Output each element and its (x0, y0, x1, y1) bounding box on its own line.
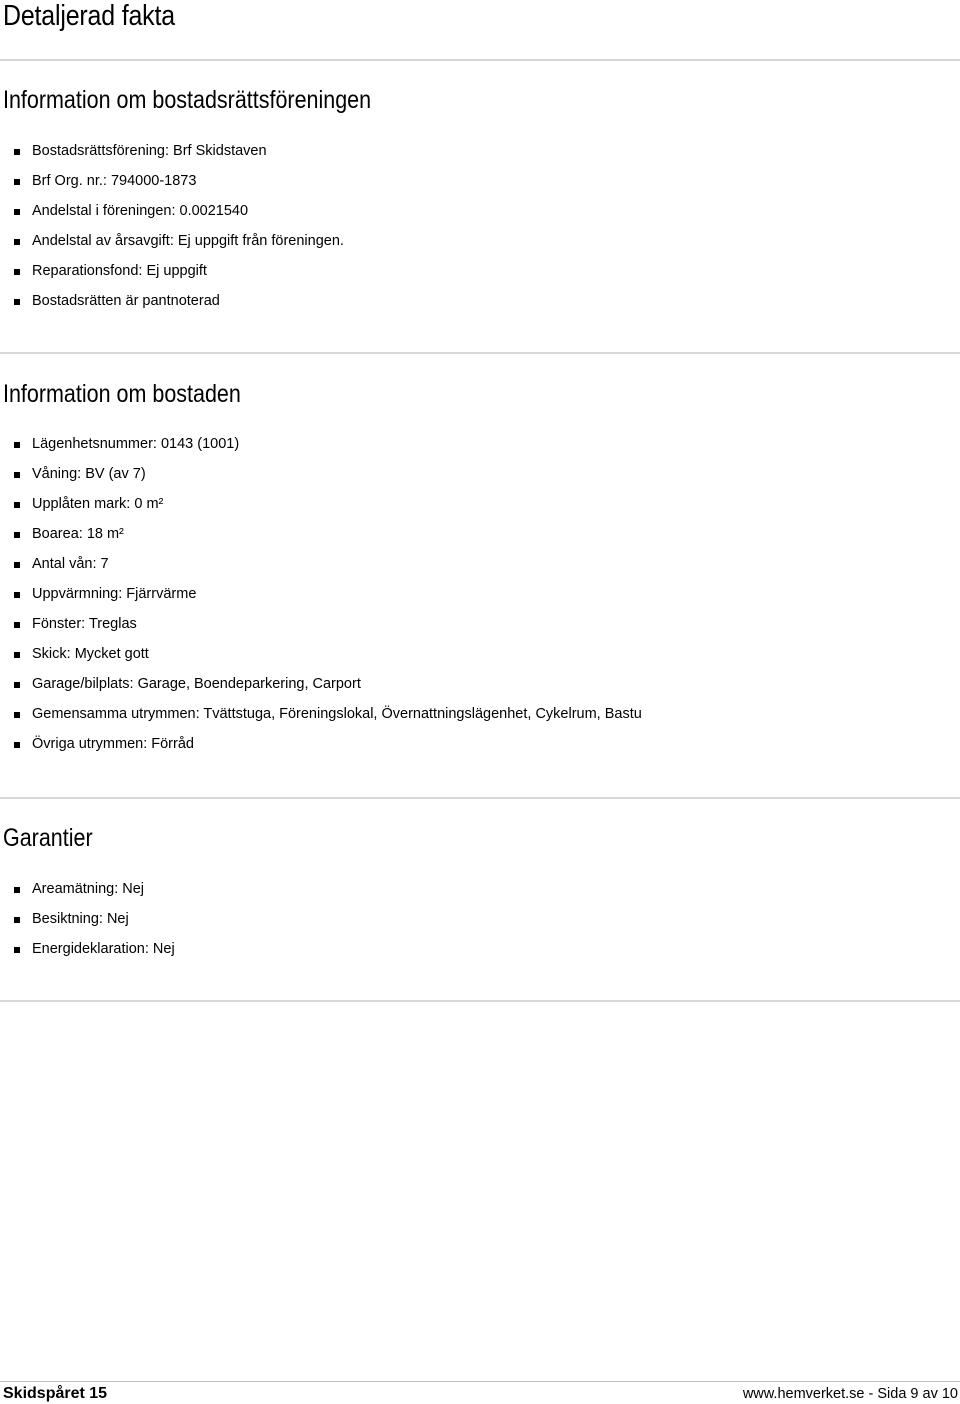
page-title: Detaljerad fakta (3, 0, 175, 32)
section-heading-guarantees: Garantier (3, 824, 93, 852)
bullet-icon (14, 917, 20, 923)
bullet-icon (14, 472, 20, 478)
bullet-icon (14, 562, 20, 568)
bullet-icon (14, 502, 20, 508)
bullet-icon (14, 532, 20, 538)
bullet-icon (14, 592, 20, 598)
bullet-icon (14, 887, 20, 893)
section-divider (0, 352, 960, 354)
bullet-icon (14, 622, 20, 628)
bullet-icon (14, 652, 20, 658)
bullet-icon (14, 269, 20, 275)
section-divider (0, 1000, 960, 1002)
section-heading-association: Information om bostadsrättsföreningen (3, 86, 372, 114)
footer-site-page: www.hemverket.se - Sida 9 av 10 (742, 1386, 958, 1402)
footer-address: Skidspåret 15 (3, 1385, 108, 1402)
bullet-icon (14, 742, 20, 748)
footer-divider (0, 1381, 960, 1382)
bullet-icon (14, 209, 20, 215)
bullet-icon (14, 442, 20, 448)
bullet-icon (14, 947, 20, 953)
section-divider (0, 59, 960, 61)
section-divider (0, 797, 960, 799)
section-heading-apartment: Information om bostaden (3, 380, 241, 408)
bullet-icon (14, 712, 20, 718)
bullet-icon (14, 239, 20, 245)
bullet-icon (14, 299, 20, 305)
bullet-icon (14, 179, 20, 185)
bullet-icon (14, 149, 20, 155)
bullet-icon (14, 682, 20, 688)
